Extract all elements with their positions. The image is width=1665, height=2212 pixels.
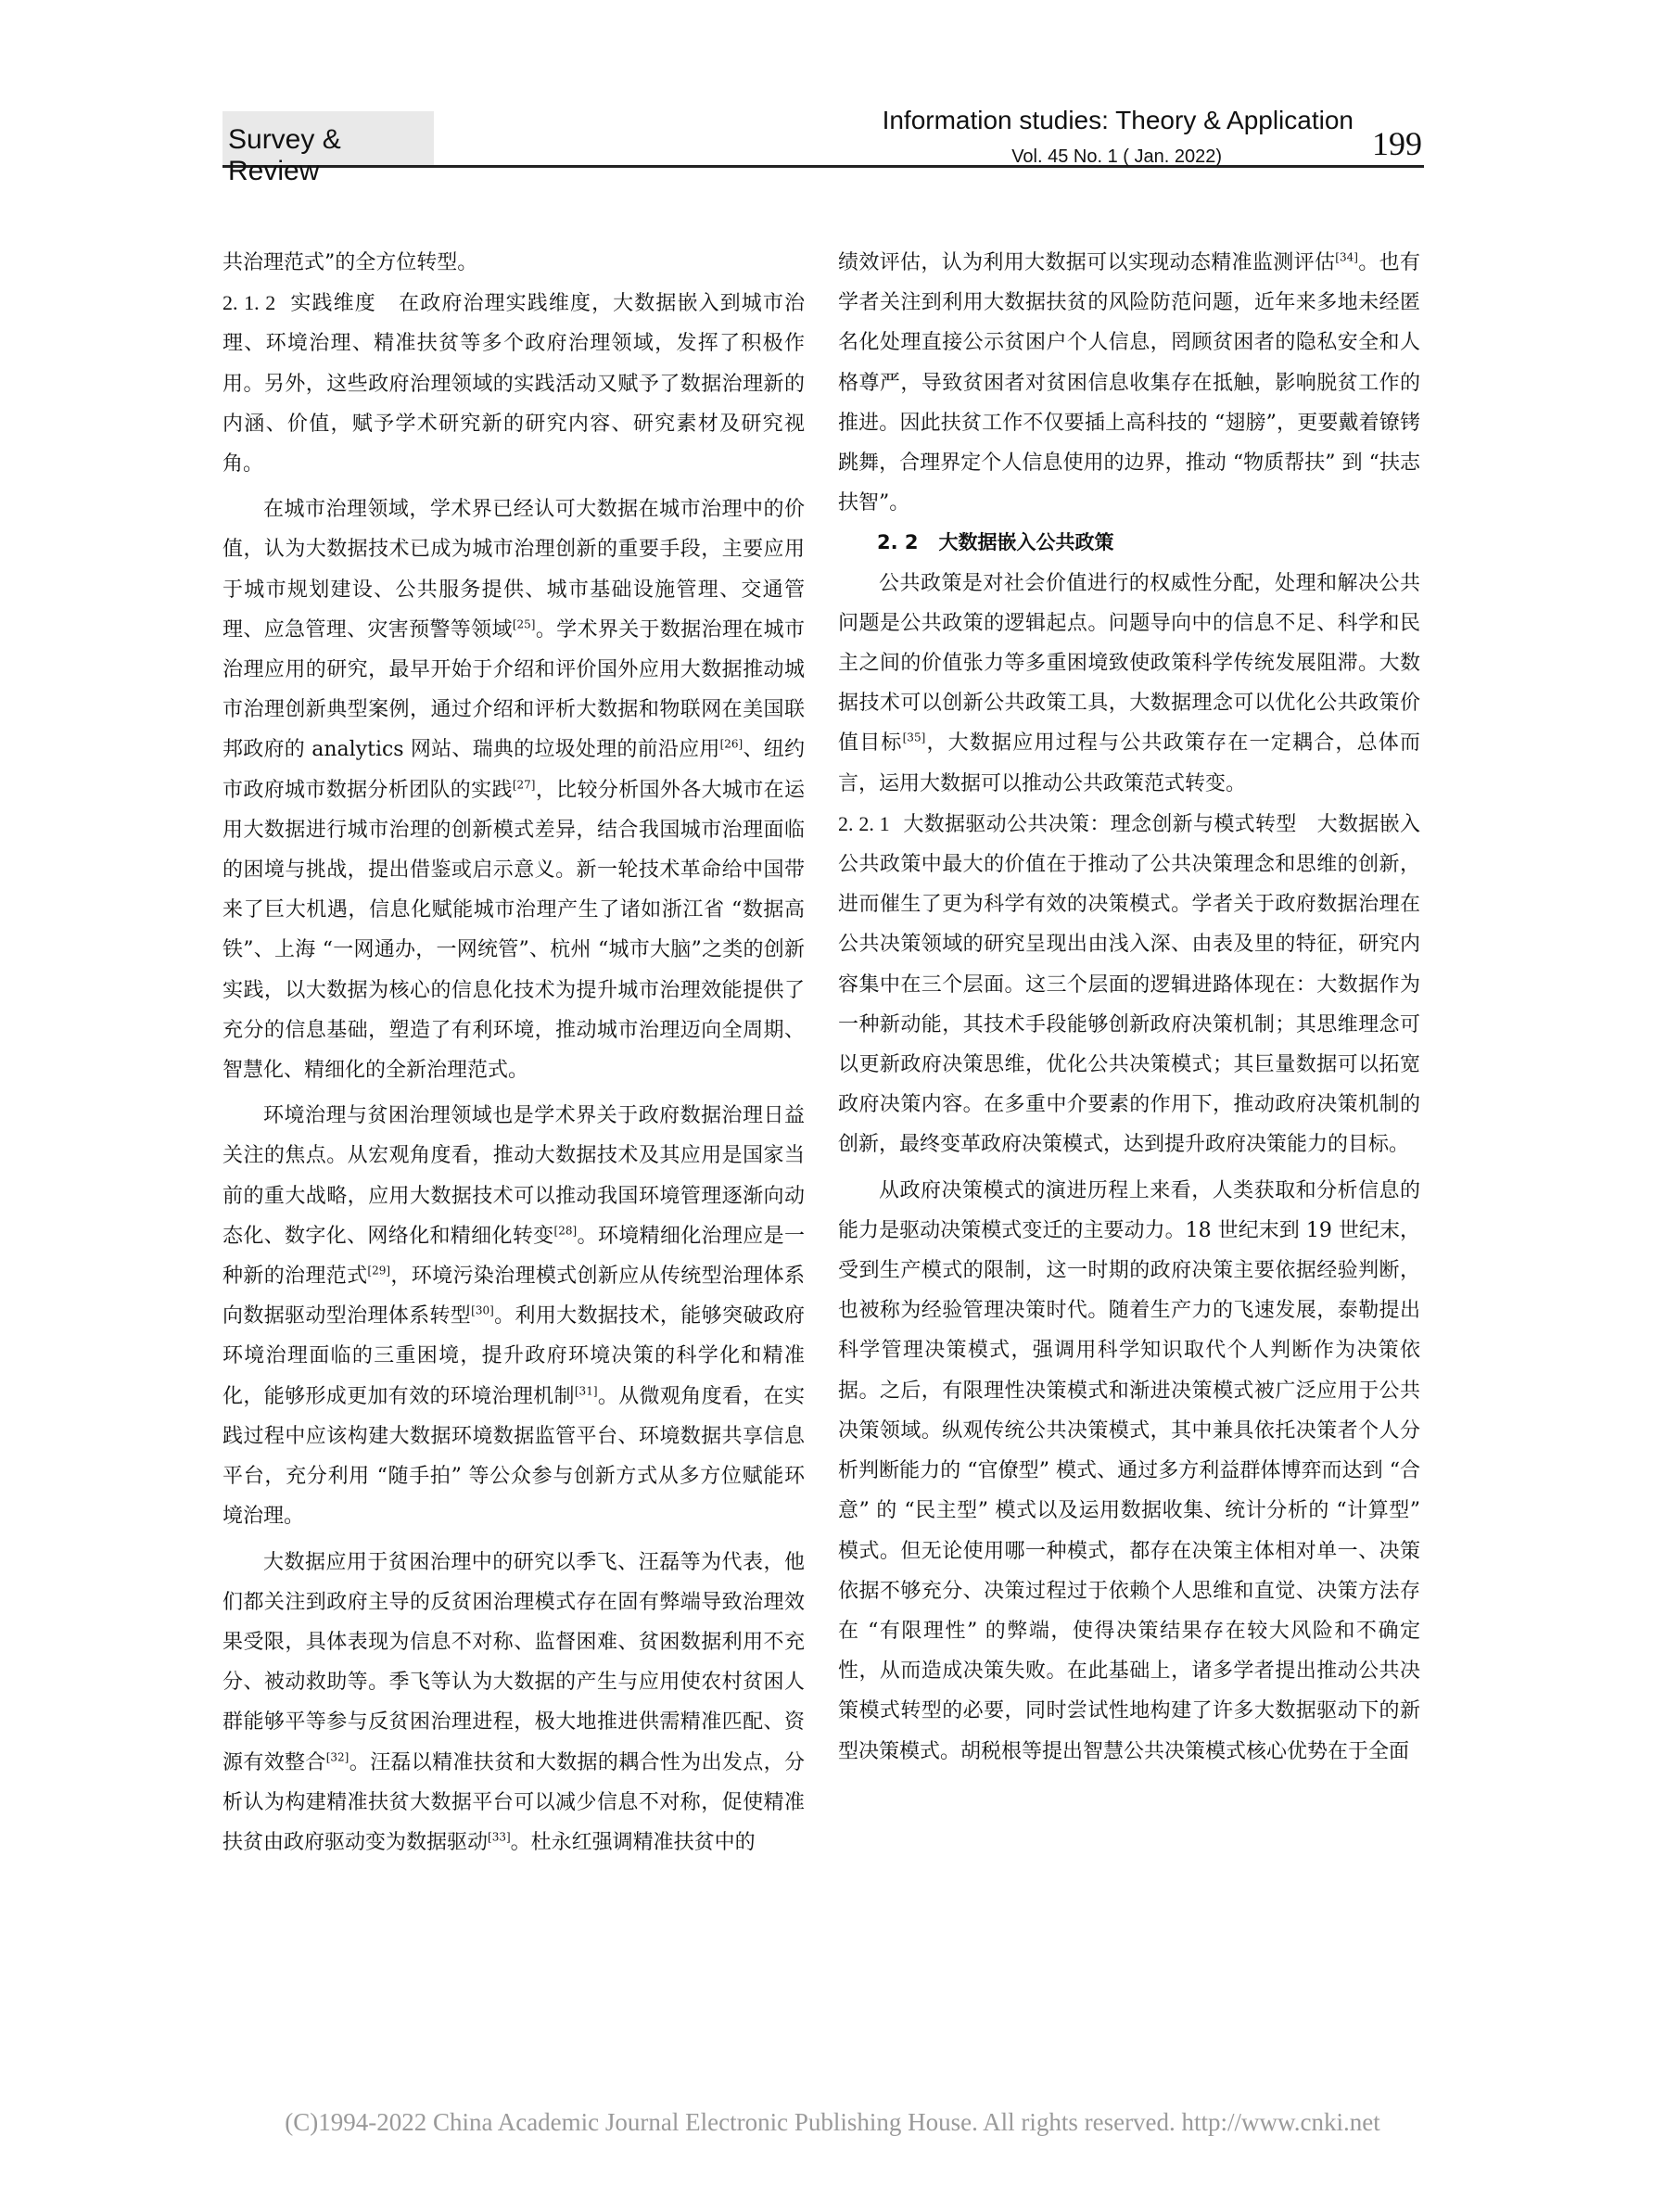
journal-title: Information studies: Theory & Application bbox=[882, 106, 1354, 134]
subsection-2-2-1: 2. 2. 1 大数据驱动公共决策：理念创新与模式转型 大数据嵌入公共政策中最大的价值在于推动了公共决策理念和思维的创新，进而催生了更为科学有效的决策模式。学者关于政府数据治理在公共决策领域的研究呈现出由浅入深、由表及里的特征，研究内容集中在三个层面。这三个层面的逻辑进路体现在：大数据作为一种新动能，其技术手段能够创新政府决策机制；其思维理念可以更新政府决策思维，优化公共决策模式；其巨量数据可以拓宽政府决策内容。在多重中介要素的作用下，推动政府决策机制的创新，最终变革政府决策模式，达到提升政府决策能力的目标。 bbox=[838, 811, 1420, 1157]
paragraph: 绩效评估，认为利用大数据可以实现动态精准监测评估[34]。也有学者关注到利用大数据扶贫的风险防范问题，近年来多地未经匿名化处理直接公示贫困户个人信息，罔顾贫困者的隐私安全和人格尊严，导致贫困者对贫困信息收集存在抵触，影响脱贫工作的推进。因此扶贫工作不仅要插上高科技的 “翅膀”，更要戴着镣铐跳舞，合理界定个人信息使用的边界，推动 “物质帮扶” 到 “扶志扶智”。 bbox=[838, 250, 1420, 515]
paragraph: 共治理范式”的全方位转型。 bbox=[222, 251, 478, 274]
subsection-title: 实践维度 bbox=[290, 292, 376, 316]
subsection-number: 2. 1. 2 bbox=[222, 291, 276, 315]
paragraph: 从政府决策模式的演进历程上来看，人类获取和分析信息的能力是驱动决策模式变迁的主要动力。18 世纪末到 19 世纪末，受到生产模式的限制，这一时期的政府决策主要依据经验判断，也被称为经验管理决策时代。随着生产力的飞速发展，泰勒提出科学管理决策模式，强调用科学知识取代个人判断作为决策依据。之后，有限理性决策模式和渐进决策模式被广泛应用于公共决策领域。纵观传统公共决策模式，其中兼具依托决策者个人分析判断能力的 “官僚型” 模式、通过多方利益群体博弈而达到 “合意” 的 “民主型” 模式以及运用数据收集、统计分析的 “计算型” 模式。但无论使用哪一种模式，都存在决策主体相对单一、决策依据不够充分、决策过程过于依赖个人思维和直觉、决策方法存在 “有限理性” 的弊端，使得决策结果存在较大风险和不确定性，从而造成决策失败。在此基础上，诸多学者提出推动公共决策模式转型的必要，同时尝试性地构建了许多大数据驱动下的新型决策模式。胡税根等提出智慧公共决策模式核心优势在于全面 bbox=[838, 1178, 1420, 1763]
section-label-box bbox=[222, 111, 434, 186]
citation: [29] bbox=[367, 1264, 391, 1278]
subsection-number: 2. 2. 1 bbox=[838, 811, 890, 835]
volume-info: Vol. 45 No. 1 ( Jan. 2022) bbox=[1011, 146, 1222, 167]
citation: [31] bbox=[574, 1384, 598, 1398]
citation: [33] bbox=[488, 1830, 511, 1844]
section-title: 大数据嵌入公共政策 bbox=[938, 531, 1114, 554]
right-column bbox=[838, 243, 1420, 1772]
citation: [35] bbox=[902, 731, 926, 745]
section-label: Survey & Review bbox=[228, 124, 341, 186]
page-number: 199 bbox=[1372, 125, 1422, 162]
citation: [30] bbox=[471, 1303, 494, 1317]
citation: [25] bbox=[512, 617, 536, 631]
subsection-title: 大数据驱动公共决策：理念创新与模式转型 bbox=[903, 812, 1297, 836]
section-heading-2-2 bbox=[838, 523, 1420, 563]
copyright-footer: (C)1994-2022 China Academic Journal Electronic Publishing House. All rights reserved. http://www.cnki.net bbox=[285, 2108, 1380, 2136]
left-column bbox=[222, 243, 805, 1862]
citation: [34] bbox=[1335, 250, 1358, 264]
subsection-2-1-2: 2. 1. 2 实践维度 在政府治理实践维度，大数据嵌入到城市治理、环境治理、精准扶贫等多个政府治理领域，发挥了积极作用。另外，这些政府治理领域的实践活动又赋予了数据治理新的内涵、价值，赋予学术研究新的研究内容、研究素材及研究视角。 bbox=[222, 291, 805, 477]
paragraph: 在城市治理领域，学术界已经认可大数据在城市治理中的价值，认为大数据技术已成为城市治理创新的重要手段，主要应用于城市规划建设、公共服务提供、城市基础设施管理、交通管理、应急管理、灾害预警等领域[25]。学术界关于数据治理在城市治理应用的研究，最早开始于介绍和评价国外应用大数据推动城市治理创新典型案例，通过介绍和评析大数据和物联网在美国联邦政府的 analytics 网站、瑞典的垃圾处理的前沿应用[26]、纽约市政府城市数据分析团队的实践[27]，比较分析国外各大城市在运用大数据进行城市治理的创新模式差异，结合我国城市治理面临的困境与挑战，提出借鉴或启示意义。新一轮技术革命给中国带来了巨大机遇，信息化赋能城市治理产生了诸如浙江省 “数据高铁”、上海 “一网通办，一网统管”、杭州 “城市大脑”之类的创新实践，以大数据为核心的信息化技术为提升城市治理效能提供了充分的信息基础，塑造了有利环境，推动城市治理迈向全周期、智慧化、精细化的全新治理范式。 bbox=[222, 498, 805, 1083]
citation: [32] bbox=[325, 1750, 350, 1764]
paragraph: 公共政策是对社会价值进行的权威性分配，处理和解决公共问题是公共政策的逻辑起点。问题导向中的信息不足、科学和民主之间的价值张力等多重困境致使政策科学传统发展阻滞。大数据技术可以创新公共政策工具，大数据理念可以优化公共政策价值目标[35]，大数据应用过程与公共政策存在一定耦合，总体而言，运用大数据可以推动公共政策范式转变。 bbox=[838, 571, 1420, 795]
citation: [28] bbox=[553, 1224, 578, 1238]
paragraph: 大数据应用于贫困治理中的研究以季飞、汪磊等为代表，他们都关注到政府主导的反贫困治理模式存在固有弊端导致治理效果受限，具体表现为信息不对称、监督困难、贫困数据利用不充分、被动救助等。季飞等认为大数据的产生与应用使农村贫困人群能够平等参与反贫困治理进程，极大地推进供需精准匹配、资源有效整合[32]。汪磊以精准扶贫和大数据的耦合性为出发点，分析认为构建精准扶贫大数据平台可以减少信息不对称，促使精准扶贫由政府驱动变为数据驱动[33]。杜永红强调精准扶贫中的 bbox=[222, 1550, 805, 1854]
section-number: 2. 2 bbox=[877, 531, 919, 554]
paragraph: 环境治理与贫困治理领域也是学术界关于政府数据治理日益关注的焦点。从宏观角度看，推动大数据技术及其应用是国家当前的重大战略，应用大数据技术可以推动我国环境管理逐渐向动态化、数字化、网络化和精细化转变[28]。环境精细化治理应是一种新的治理范式[29]，环境污染治理模式创新应从传统型治理体系向数据驱动型治理体系转型[30]。利用大数据技术，能够突破政府环境治理面临的三重困境，提升政府环境决策的科学化和精准化，能够形成更加有效的环境治理机制[31]。从微观角度看，在实践过程中应该构建大数据环境数据监管平台、环境数据共享信息平台，充分利用 “随手拍” 等公众参与创新方式从多方位赋能环境治理。 bbox=[222, 1104, 805, 1529]
citation: [27] bbox=[512, 778, 536, 792]
citation: [26] bbox=[719, 738, 744, 752]
